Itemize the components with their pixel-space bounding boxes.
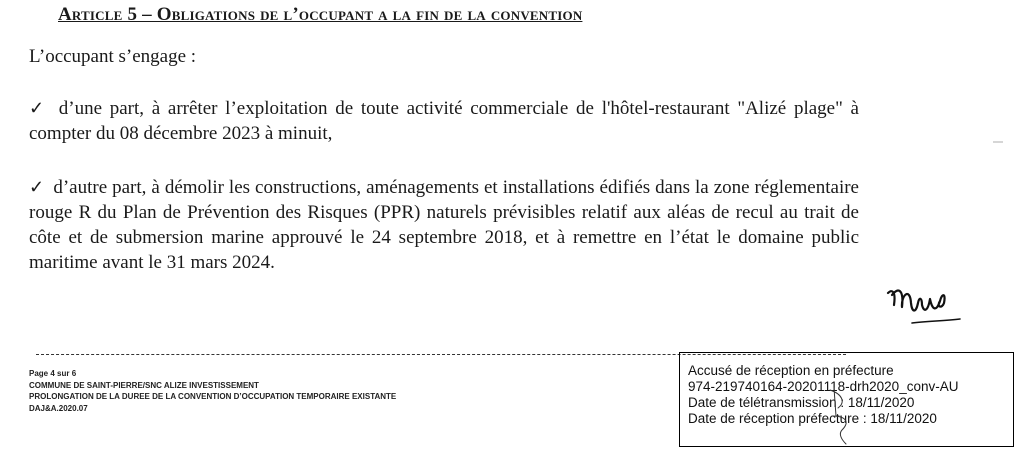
article-heading: Article 5 – Obligations de l’occupant a la fin de la convention xyxy=(58,4,583,25)
initials-signature xyxy=(884,283,964,333)
stamp-transmission-date: Date de télétransmission : 18/11/2020 xyxy=(688,395,915,410)
stamp-reference: 974-219740164-20201118-drh2020_conv-AU xyxy=(688,379,959,394)
intro-text: L’occupant s’engage : xyxy=(29,46,197,67)
footer-reference: DAJ&A.2020.07 xyxy=(29,403,88,413)
checkmark-icon: ✓ xyxy=(29,98,48,118)
page-footer xyxy=(29,368,396,414)
obligation-item-1 xyxy=(29,96,859,146)
obligation-text-2: d’autre part, à démolir les constructions, aménagements et installations édifiés dans la zone réglementaire rouge R du Plan de Prévention des Risques (PPR) naturels prévisibles relatif aux aléas de recul au trait de côte et de submersion marine approuvé le 24 septembre 2018, et à remettre en l’état le domaine public maritime avant le 31 mars 2024. xyxy=(29,177,859,273)
stamp-reception-date: Date de réception préfecture : 18/11/2020 xyxy=(688,411,937,426)
checkmark-icon: ✓ xyxy=(29,177,45,197)
obligation-text-1: d’une part, à arrêter l’exploitation de toute activité commerciale de l'hôtel-restaurant "Alizé plage" à compter du 08 décembre 2023 à minuit, xyxy=(29,98,859,144)
stamp-title: Accusé de réception en préfecture xyxy=(688,363,894,378)
scan-speck xyxy=(993,140,1003,144)
obligation-item-2 xyxy=(29,175,859,275)
stamp-signature xyxy=(812,386,862,446)
page-number: Page 4 sur 6 xyxy=(29,369,77,378)
footer-subject: PROLONGATION DE LA DUREE DE LA CONVENTION D’OCCUPATION TEMPORAIRE EXISTANTE xyxy=(29,392,397,401)
footer-parties: COMMUNE DE SAINT-PIERRE/SNC ALIZE INVESTISSEMENT xyxy=(29,380,259,390)
